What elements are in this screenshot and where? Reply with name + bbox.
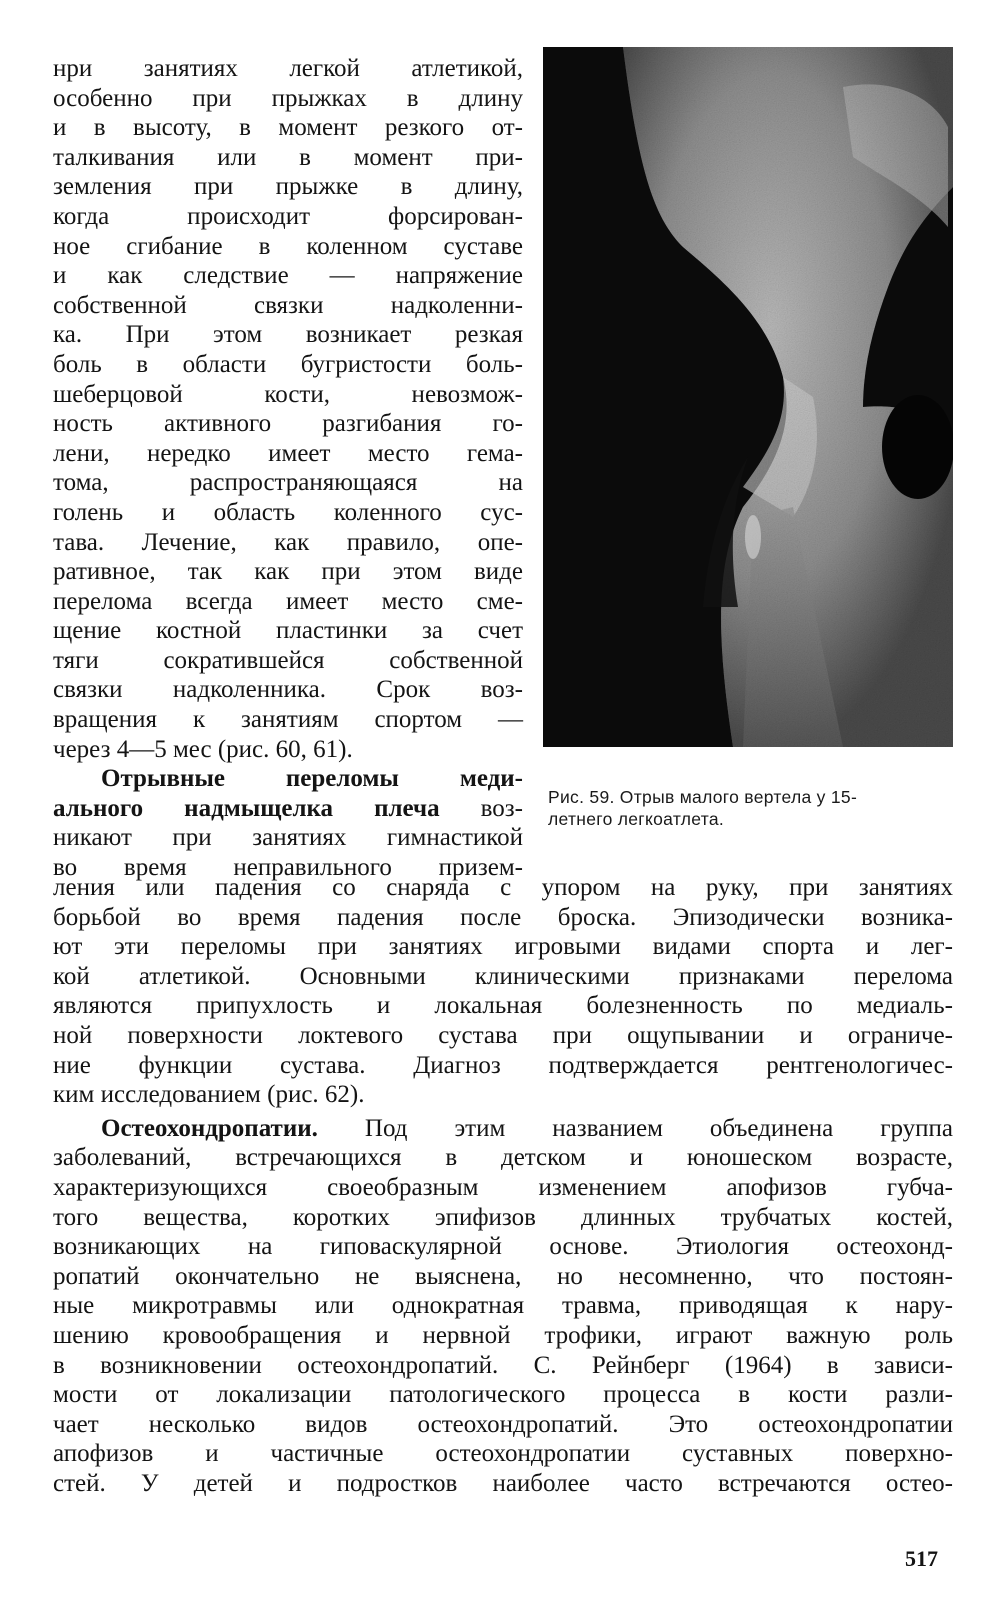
text-line: ют эти переломы при занятиях игровыми видами спорта и лег-	[53, 933, 953, 961]
osteo-heading: Остеохондропатии.	[101, 1114, 318, 1142]
text-column-left	[53, 54, 523, 883]
osteo-heading-line: Остеохондропатии. Под этим названием объединена группа	[101, 1114, 953, 1142]
text-line: того вещества, коротких эпифизов длинных трубчатых костей,	[53, 1203, 953, 1231]
text-line: являются припухлость и локальная болезненность по медиаль-	[53, 992, 953, 1020]
text-line: вращения к занятиям спортом —	[53, 706, 523, 734]
text-line: ность активного разгибания го-	[53, 410, 523, 438]
avulsion-heading-line	[53, 764, 523, 794]
text-line: лени, нередко имеет место гема-	[53, 439, 523, 467]
text-line: и в высоту, в момент резкого от-	[53, 114, 523, 142]
text-line: земления при прыжке в длину,	[53, 173, 523, 201]
text-line: собственной связки надколенни-	[53, 291, 523, 319]
text-line: щение костной пластинки за счет	[53, 617, 523, 645]
text-line: возникающих на гиповаскулярной основе. Этиология остеохонд-	[53, 1233, 953, 1261]
text-line: в возникновении остеохондропатий. С. Рейнберг (1964) в зависи-	[53, 1351, 953, 1379]
avulsion-heading: Отрывные переломы меди-	[101, 765, 523, 793]
avulsion-heading-cont: ального надмыщелка плеча	[53, 794, 440, 822]
text-line: ративное, так как при этом виде	[53, 558, 523, 586]
text-line: апофизов и частичные остеохондропатии суставных поверхно-	[53, 1440, 953, 1468]
text-line: во время неправильного призем-	[53, 854, 523, 882]
text-line: шеберцовой кости, невозмож-	[53, 380, 523, 408]
xray-figure	[543, 47, 953, 747]
xray-image	[543, 47, 953, 747]
text-line: ной поверхности локтевого сустава при ощупывании и ограниче-	[53, 1021, 953, 1049]
text-line: борьбой во время падения после броска. Эпизодически возника-	[53, 903, 953, 931]
text-line: голень и область коленного сус-	[53, 498, 523, 526]
text-line: ное сгибание в коленном суставе	[53, 232, 523, 260]
text-line: ние функции сустава. Диагноз подтверждается рентгенологичес-	[53, 1051, 953, 1079]
caption-line: летнего легкоатлета.	[548, 809, 725, 829]
caption-line: Рис. 59. Отрыв малого вертела у 15-	[548, 787, 858, 807]
text-line: тяги сократившейся собственной	[53, 646, 523, 674]
text-line: кой атлетикой. Основными клиническими признаками перелома	[53, 962, 953, 990]
text-line: перелома всегда имеет место сме-	[53, 587, 523, 615]
text-line: никают при занятиях гимнастикой	[53, 824, 523, 852]
text-block-wide	[53, 873, 953, 1498]
text-line: заболеваний, встречающихся в детском и юношеском возрасте,	[53, 1144, 953, 1172]
text-line: стей. У детей и подростков наиболее часто встречаются остео-	[53, 1469, 953, 1497]
text-line: характеризующихся своеобразным изменением апофизов губча-	[53, 1173, 953, 1201]
text-line: связки надколенника. Срок воз-	[53, 676, 523, 704]
text-line: ропатий окончательно не выяснена, но несомненно, что постоян-	[53, 1262, 953, 1290]
text-line: особенно при прыжках в длину	[53, 84, 523, 112]
text-line: и как следствие — напряжение	[53, 262, 523, 290]
text-line: шению кровообращения и нервной трофики, играют важную роль	[53, 1321, 953, 1349]
text-line: ные микротравмы или однократная травма, приводящая к нару-	[53, 1292, 953, 1320]
text-line: чает несколько видов остеохондропатий. Это остеохондропатии	[53, 1410, 953, 1438]
text-line: мости от локализации патологического процесса в кости разли-	[53, 1381, 953, 1409]
text-line: тома, распространяющаяся на	[53, 469, 523, 497]
text-line: ким исследованием (рис. 62).	[53, 1081, 365, 1109]
page-number: 517	[905, 1546, 938, 1571]
text-line: боль в области бугристости боль-	[53, 350, 523, 378]
text-line: нри занятиях легкой атлетикой,	[53, 55, 523, 82]
text-line: ка. При этом возникает резкая	[53, 321, 523, 349]
text-line: талкивания или в момент при-	[53, 143, 523, 171]
text-line: когда происходит форсирован-	[53, 202, 523, 230]
text-line: ления или падения со снаряда с упором на руку, при занятиях	[53, 874, 953, 901]
text-line: тава. Лечение, как правило, опе-	[53, 528, 523, 556]
text-line: через 4—5 мес (рис. 60, 61).	[53, 735, 353, 763]
text-line: ального надмыщелка плеча воз-	[53, 794, 523, 822]
figure-caption	[548, 786, 958, 830]
